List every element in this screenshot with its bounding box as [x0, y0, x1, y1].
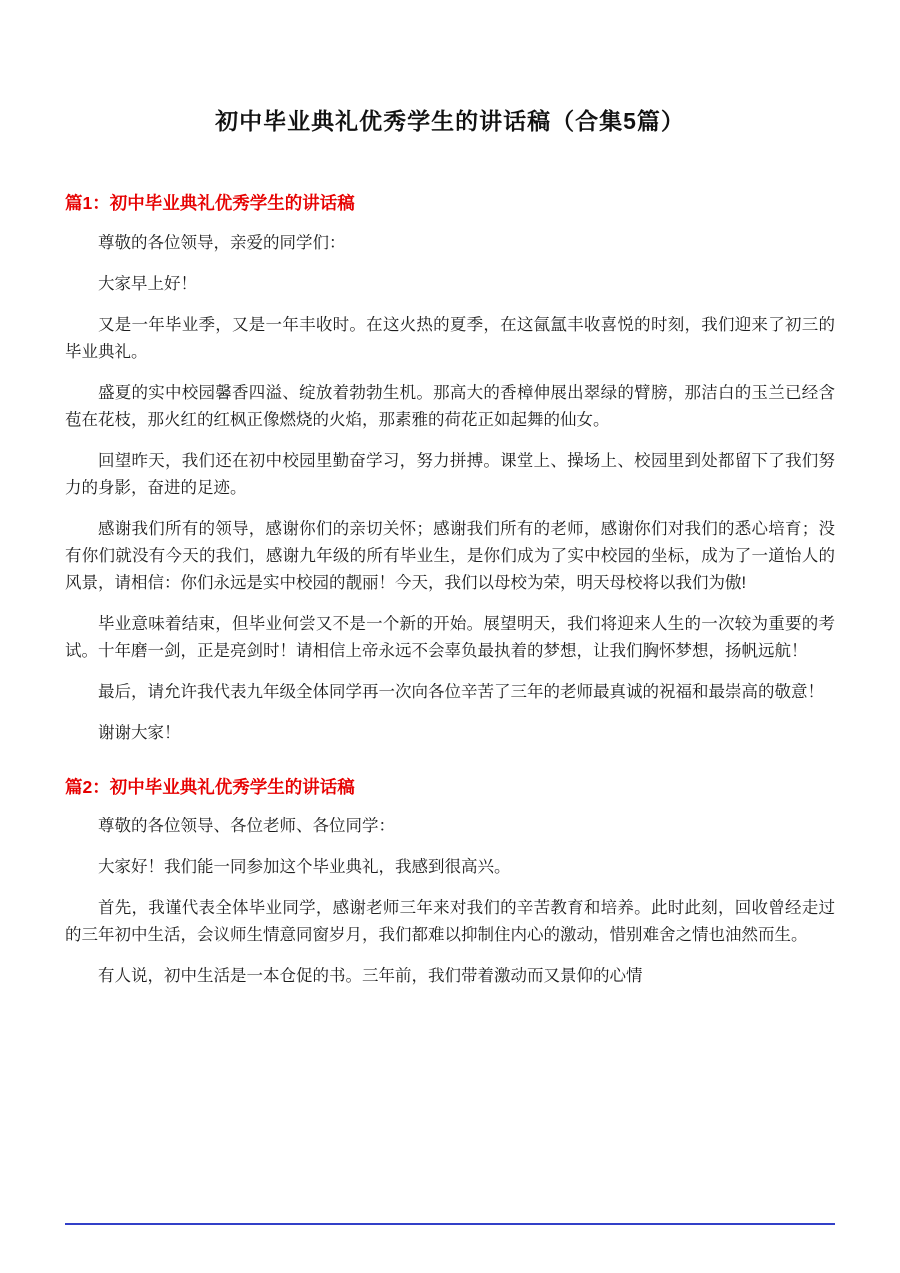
paragraph: 大家早上好！ — [98, 274, 197, 293]
page-divider — [65, 1223, 835, 1225]
section-heading: 篇1：初中毕业典礼优秀学生的讲话稿 — [65, 193, 355, 214]
paragraph: 尊敬的各位领导、各位老师、各位同学： — [98, 817, 395, 836]
paragraph: 毕业意味着结束，但毕业何尝又不是一个新的开始。展望明天，我们将迎来人生的一次较为重要的考试。十年磨一剑，正是亮剑时！请相信上帝永远不会辜负最执着的梦想，让我们胸怀梦想，扬帆远航！ — [65, 614, 835, 660]
paragraph: 回望昨天，我们还在初中校园里勤奋学习，努力拼搏。课堂上、操场上、校园里到处都留下了我们努力的身影，奋进的足迹。 — [65, 451, 835, 497]
paragraph: 感谢我们所有的领导，感谢你们的亲切关怀；感谢我们所有的老师，感谢你们对我们的悉心培育；没有你们就没有今天的我们，感谢九年级的所有毕业生，是你们成为了实中校园的坐标，成为了一道怡人的风景，请相信：你们永远是实中校园的靓丽！今天，我们以母校为荣，明天母校将以我们为傲! — [65, 519, 835, 592]
paragraph: 有人说，初中生活是一本仓促的书。三年前，我们带着激动而又景仰的心情 — [98, 967, 643, 986]
section-heading: 篇2：初中毕业典礼优秀学生的讲话稿 — [65, 776, 355, 797]
paragraph: 尊敬的各位领导，亲爱的同学们： — [98, 233, 346, 252]
paragraph: 谢谢大家！ — [98, 723, 181, 742]
paragraph: 盛夏的实中校园馨香四溢、绽放着勃勃生机。那高大的香樟伸展出翠绿的臂膀，那洁白的玉兰已经含苞在花枝，那火红的红枫正像燃烧的火焰，那素雅的荷花正如起舞的仙女。 — [65, 383, 835, 429]
page-title: 初中毕业典礼优秀学生的讲话稿（合集5篇） — [215, 108, 685, 134]
paragraph: 又是一年毕业季，又是一年丰收时。在这火热的夏季，在这氤氲丰收喜悦的时刻，我们迎来了初三的毕业典礼。 — [65, 315, 835, 361]
paragraph: 大家好！我们能一同参加这个毕业典礼，我感到很高兴。 — [98, 858, 511, 877]
paragraph: 首先，我谨代表全体毕业同学，感谢老师三年来对我们的辛苦教育和培养。此时此刻，回收曾经走过的三年初中生活，会议师生情意同窗岁月，我们都难以抑制住内心的激动，惜别难舍之情也油然而生。 — [65, 899, 835, 945]
paragraph: 最后，请允许我代表九年级全体同学再一次向各位辛苦了三年的老师最真诚的祝福和最崇高的敬意！ — [98, 682, 824, 701]
sections-container — [65, 163, 835, 1004]
